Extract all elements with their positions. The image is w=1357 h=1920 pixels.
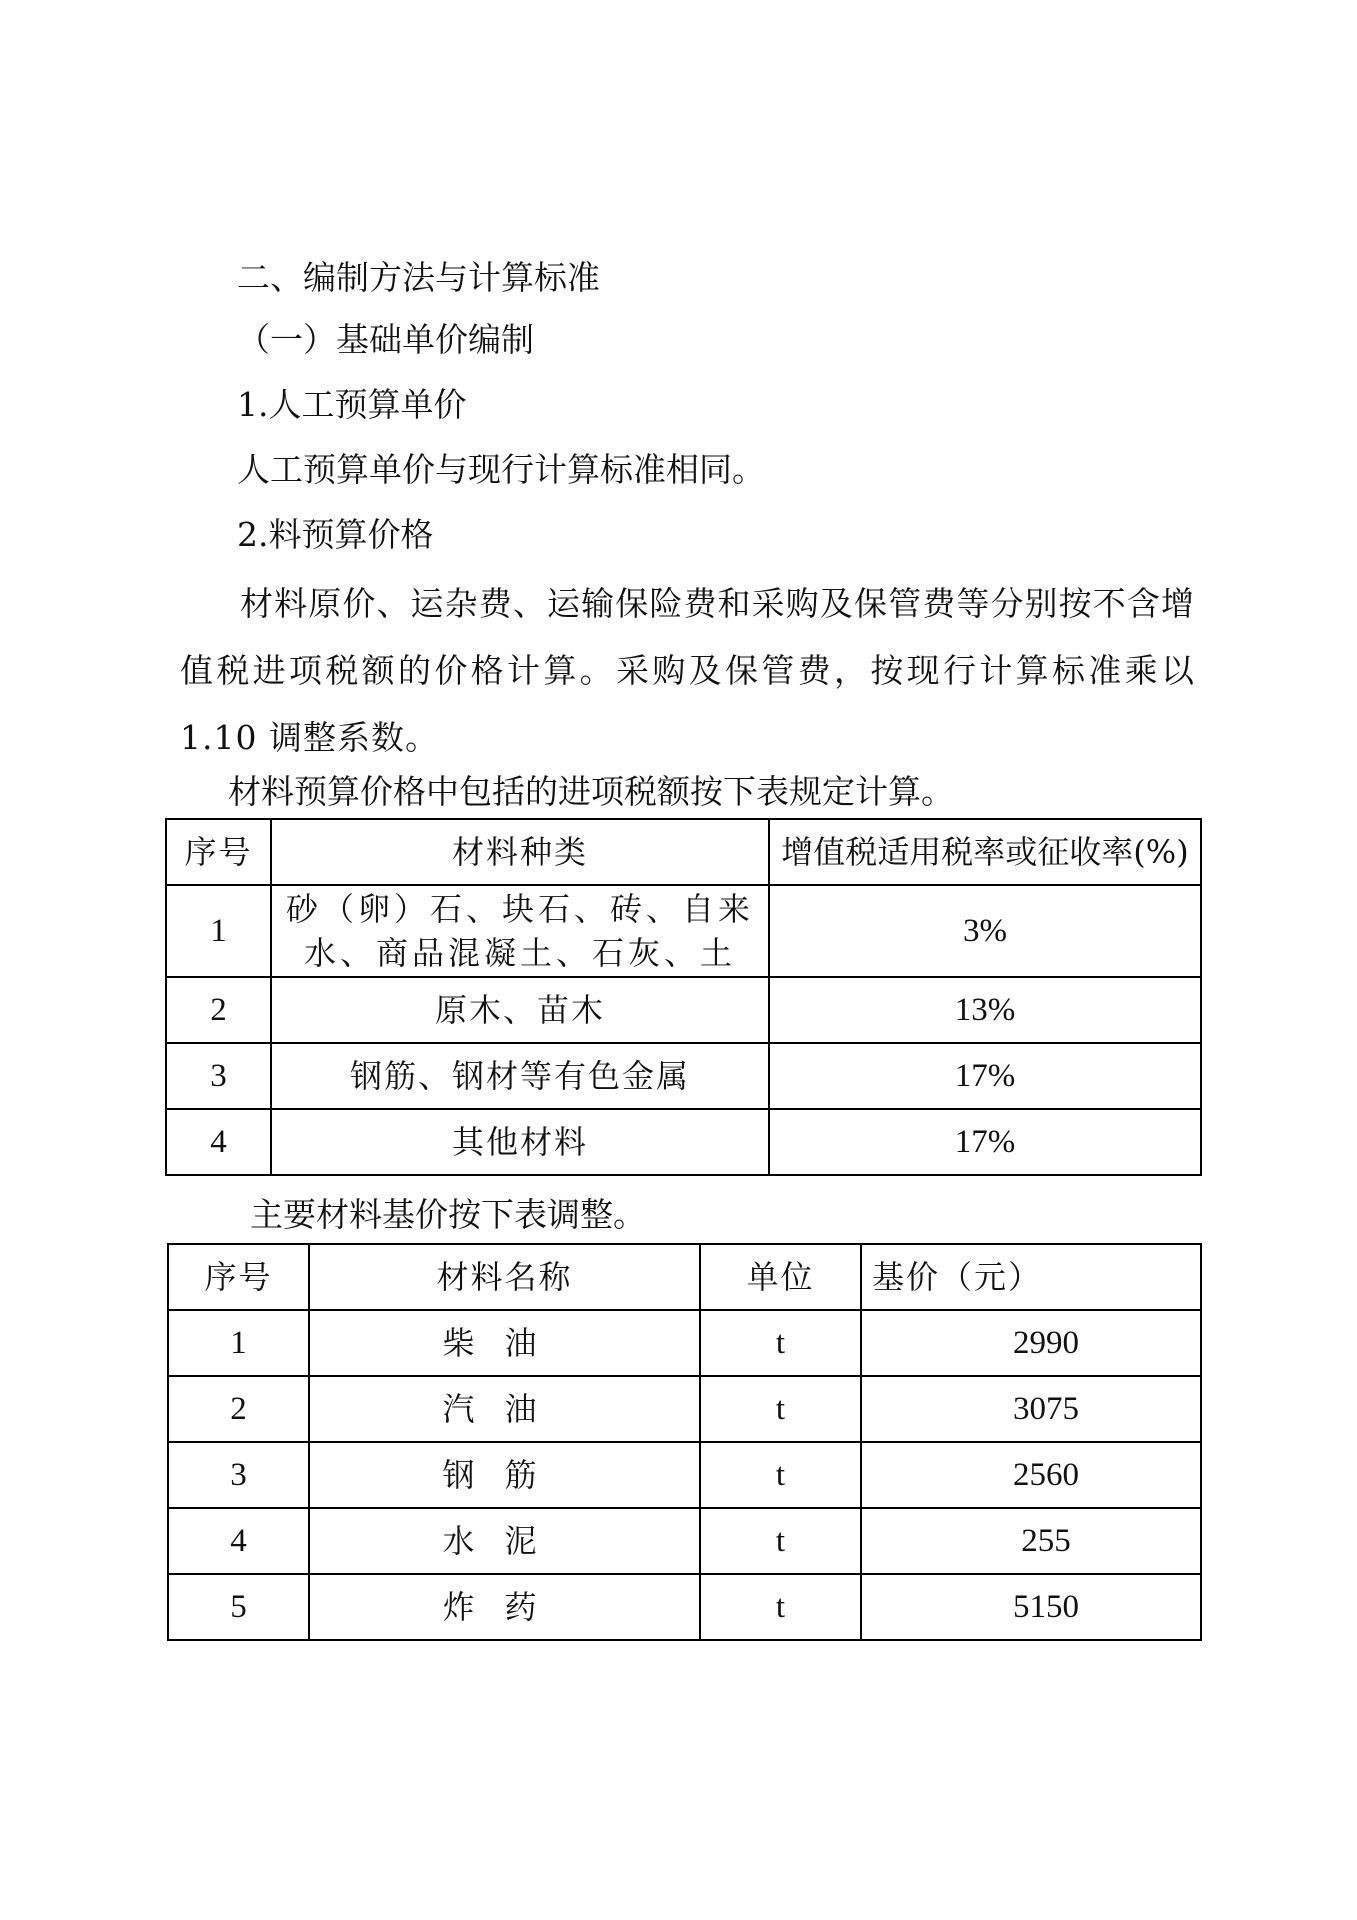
tax-rate-table — [165, 818, 1202, 1176]
header-name: 材料名称 — [309, 1244, 700, 1310]
row-unit: t — [700, 1508, 861, 1574]
row-no: 5 — [168, 1574, 309, 1640]
header-unit: 单位 — [700, 1244, 861, 1310]
table-row — [168, 1310, 1201, 1376]
table-header-row — [166, 819, 1201, 885]
row-no: 1 — [166, 885, 271, 977]
row-rate: 13% — [769, 977, 1201, 1043]
header-price: 基价（元） — [861, 1244, 1201, 1310]
header-category: 材料种类 — [271, 819, 769, 885]
row-rate: 17% — [769, 1109, 1201, 1175]
row-price: 5150 — [861, 1574, 1201, 1640]
subheading: （一）基础单价编制 — [237, 320, 534, 359]
table-row — [166, 885, 1201, 977]
row-category: 原木、苗木 — [271, 977, 769, 1043]
row-unit: t — [700, 1442, 861, 1508]
row-name: 炸药 — [309, 1574, 700, 1640]
row-name: 汽油 — [309, 1376, 700, 1442]
row-no: 4 — [168, 1508, 309, 1574]
section-heading: 二、编制方法与计算标准 — [237, 258, 600, 297]
table-header-row — [168, 1244, 1201, 1310]
row-price: 2560 — [861, 1442, 1201, 1508]
table-row — [166, 1043, 1201, 1109]
header-no: 序号 — [168, 1244, 309, 1310]
row-price: 3075 — [861, 1376, 1201, 1442]
table2-intro: 主要材料基价按下表调整。 — [250, 1195, 646, 1234]
row-category: 其他材料 — [271, 1109, 769, 1175]
table-row — [168, 1574, 1201, 1640]
row-price: 2990 — [861, 1310, 1201, 1376]
category-line: 砂（卵）石、块石、砖、自来 — [285, 890, 754, 928]
row-name: 柴油 — [309, 1310, 700, 1376]
row-rate: 3% — [769, 885, 1201, 977]
row-unit: t — [700, 1310, 861, 1376]
header-no: 序号 — [166, 819, 271, 885]
header-rate: 增值税适用税率或征收率(%) — [769, 819, 1201, 885]
row-price: 255 — [861, 1508, 1201, 1574]
row-no: 3 — [166, 1043, 271, 1109]
table-row — [168, 1442, 1201, 1508]
row-category — [271, 885, 769, 977]
row-no: 4 — [166, 1109, 271, 1175]
table-row — [168, 1508, 1201, 1574]
row-no: 2 — [168, 1376, 309, 1442]
table-row — [166, 977, 1201, 1043]
row-unit: t — [700, 1376, 861, 1442]
item1-title: 1.人工预算单价 — [237, 385, 467, 424]
row-no: 3 — [168, 1442, 309, 1508]
table-row — [166, 1109, 1201, 1175]
item1-text: 人工预算单价与现行计算标准相同。 — [237, 450, 765, 489]
table-row — [168, 1376, 1201, 1442]
row-name: 钢筋 — [309, 1442, 700, 1508]
row-name: 水泥 — [309, 1508, 700, 1574]
table1-intro: 材料预算价格中包括的进项税额按下表规定计算。 — [228, 772, 954, 811]
row-category: 钢筋、钢材等有色金属 — [271, 1043, 769, 1109]
item2-title: 2.料预算价格 — [237, 515, 434, 554]
base-price-table — [167, 1243, 1202, 1641]
row-no: 1 — [168, 1310, 309, 1376]
item2-paragraph: 材料原价、运杂费、运输保险费和采购及保管费等分别按不含增值税进项税额的价格计算。采购及保管费，按现行计算标准乘以 1.10 调整系数。 — [180, 584, 1195, 757]
row-rate: 17% — [769, 1043, 1201, 1109]
row-no: 2 — [166, 977, 271, 1043]
row-unit: t — [700, 1574, 861, 1640]
category-line: 水、商品混凝土、石灰、土 — [303, 934, 736, 972]
